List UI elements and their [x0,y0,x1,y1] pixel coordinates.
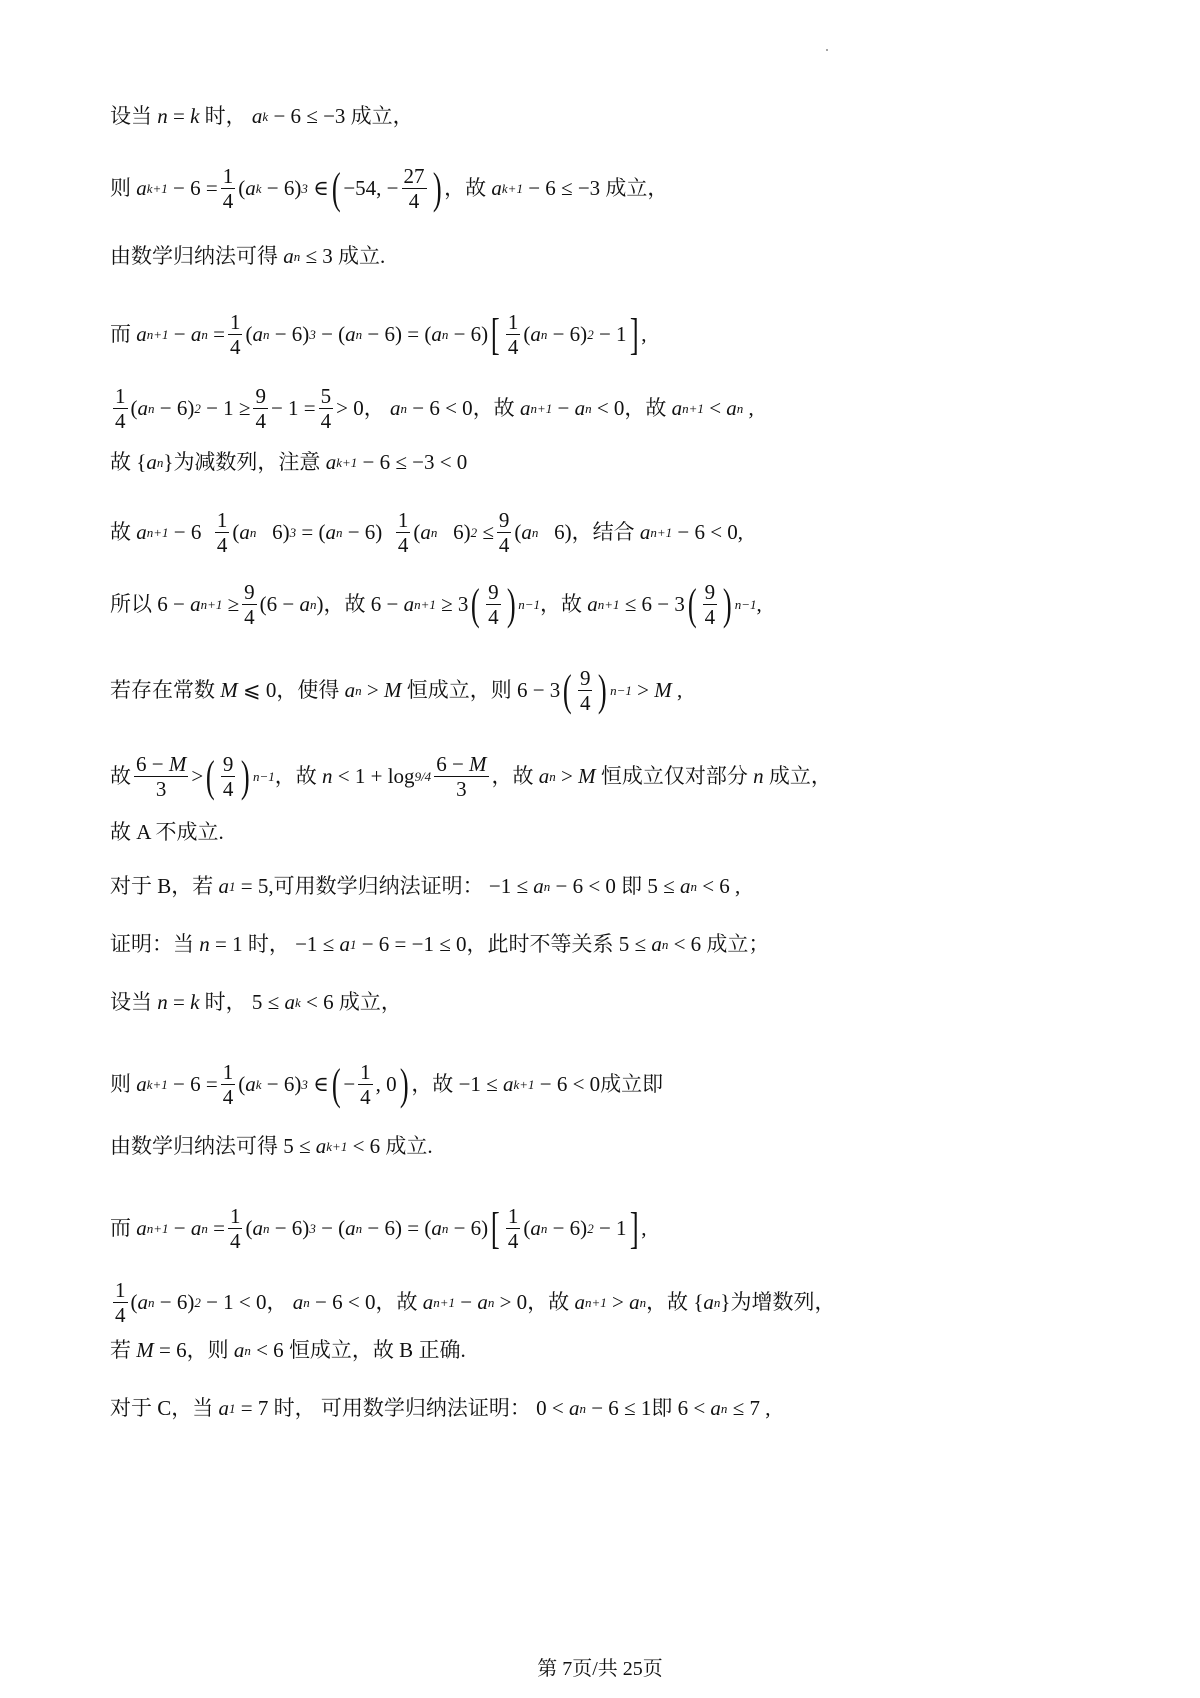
text-line-3: 由数学归纳法可得 a n ≤ 3 成立. [110,244,386,268]
text-line-12: 对于 B，若 a 1 = 5, 可用数学归纳法证明： −1 ≤ a n − 6 < 0 即 5 ≤ a n < 6 , [110,874,741,898]
text-line-4: 而 a n+1 − a n = $\frac{1}{4}$ ( a n − 6) 3 − ( a n − 6) = ( a n − 6) [ $\frac{1}{4}$ ( a n − 6) 2 − 1 ] , [110,309,647,360]
text-line-15: 则 a k+1 − 6 = $\frac{1}{4}$ ( a k − 6) 3 ∈ ( − $\frac{1}{4}$ , 0 ) ，故 −1 ≤ a k+1 − 6 < 0 成立即 [110,1059,664,1110]
text-line-5: $\frac{1}{4}$ ( a n − 6) 2 − 1 ≥ $\frac{9}{4}$ − 1 = $\frac{5}{4}$ > 0 ， a n − 6 < 0 ，故 a n+1 − a n < 0 ，故 a n+1 < a n , [115,384,754,434]
text-line-20: 对于 C，当 a 1 = 7 时， 可用数学归纳法证明： 0 < a n − 6 ≤ 1 即 6 < a n ≤ 7 , [110,1396,771,1420]
text-line-18: $\frac{1}{4}$ ( a n − 6) 2 − 1 < 0 ， a n − 6 < 0 ，故 a n+1 − a n > 0 ，故 a n+1 > a n ，故 { a n } 为增数列， [115,1278,836,1328]
page-footer: 第 7页/共 25页 [537,1658,663,1680]
text-line-6: 故 { a n } 为减数列，注意 a k+1 − 6 ≤ −3 < 0 [110,450,468,474]
text-line-7: 故 a n+1 − 6 $\frac{1}{4}$ ( a n 6) 3 = ( a n − 6) $\frac{1}{4}$ ( a n 6) 2 ≤ $\frac{9}{4}$ ( a n 6) ，结合 a n+1 − 6 < 0, [110,508,744,558]
text-line-13: 证明：当 n = 1 时， −1 ≤ a 1 − 6 = −1 ≤ 0 ，此时不等关系 5 ≤ a n < 6 成立； [110,932,770,956]
text-line-2: 则 a k+1 − 6 = $\frac{1}{4}$ ( a k − 6) 3 ∈ ( −54, − $\frac{27}{4}$ ) ，故 a k+1 − 6 ≤ −3 成立， [110,163,669,214]
text-line-8: 所以 6 − a n+1 ≥ $\frac{9}{4}$ (6 − a n ) ，故 6 − a n+1 ≥ 3 ( $\frac{9}{4}$ ) n−1 ，故 a n+1 ≤ 6 − 3 ( $\frac{9}{4}$ ) n−1 , [110,579,762,630]
text-line-14: 设当 n = k 时， 5 ≤ a k < 6 成立， [110,990,402,1014]
text-line-9: 若存在常数 M ⩽ 0 ，使得 a n > M 恒成立，则 6 − 3 ( $\frac{9}{4}$ ) n−1 > M , [110,665,683,716]
scan-dot [826,49,828,51]
text-line-1: 设当 n = k 时， a k − 6 ≤ −3 成立， [110,104,414,128]
text-line-11: 故 A 不成立. [110,820,224,844]
text-line-16: 由数学归纳法可得 5 ≤ a k+1 < 6 成立. [110,1134,433,1158]
text-line-10: 故 $\frac{6 - M}{3}$ > ( $\frac{9}{4}$ ) n−1 ，故 n < 1 + log 9/4 $\frac{6 - M}{3}$ ，故 a n > M 恒成立仅对部分 n 成立， [110,751,832,802]
text-line-19: 若 M = 6 ，则 a n < 6 恒成立，故 B 正确. [110,1338,466,1362]
text-line-17: 而 a n+1 − a n = $\frac{1}{4}$ ( a n − 6) 3 − ( a n − 6) = ( a n − 6) [ $\frac{1}{4}$ ( a n − 6) 2 − 1 ] , [110,1203,647,1254]
